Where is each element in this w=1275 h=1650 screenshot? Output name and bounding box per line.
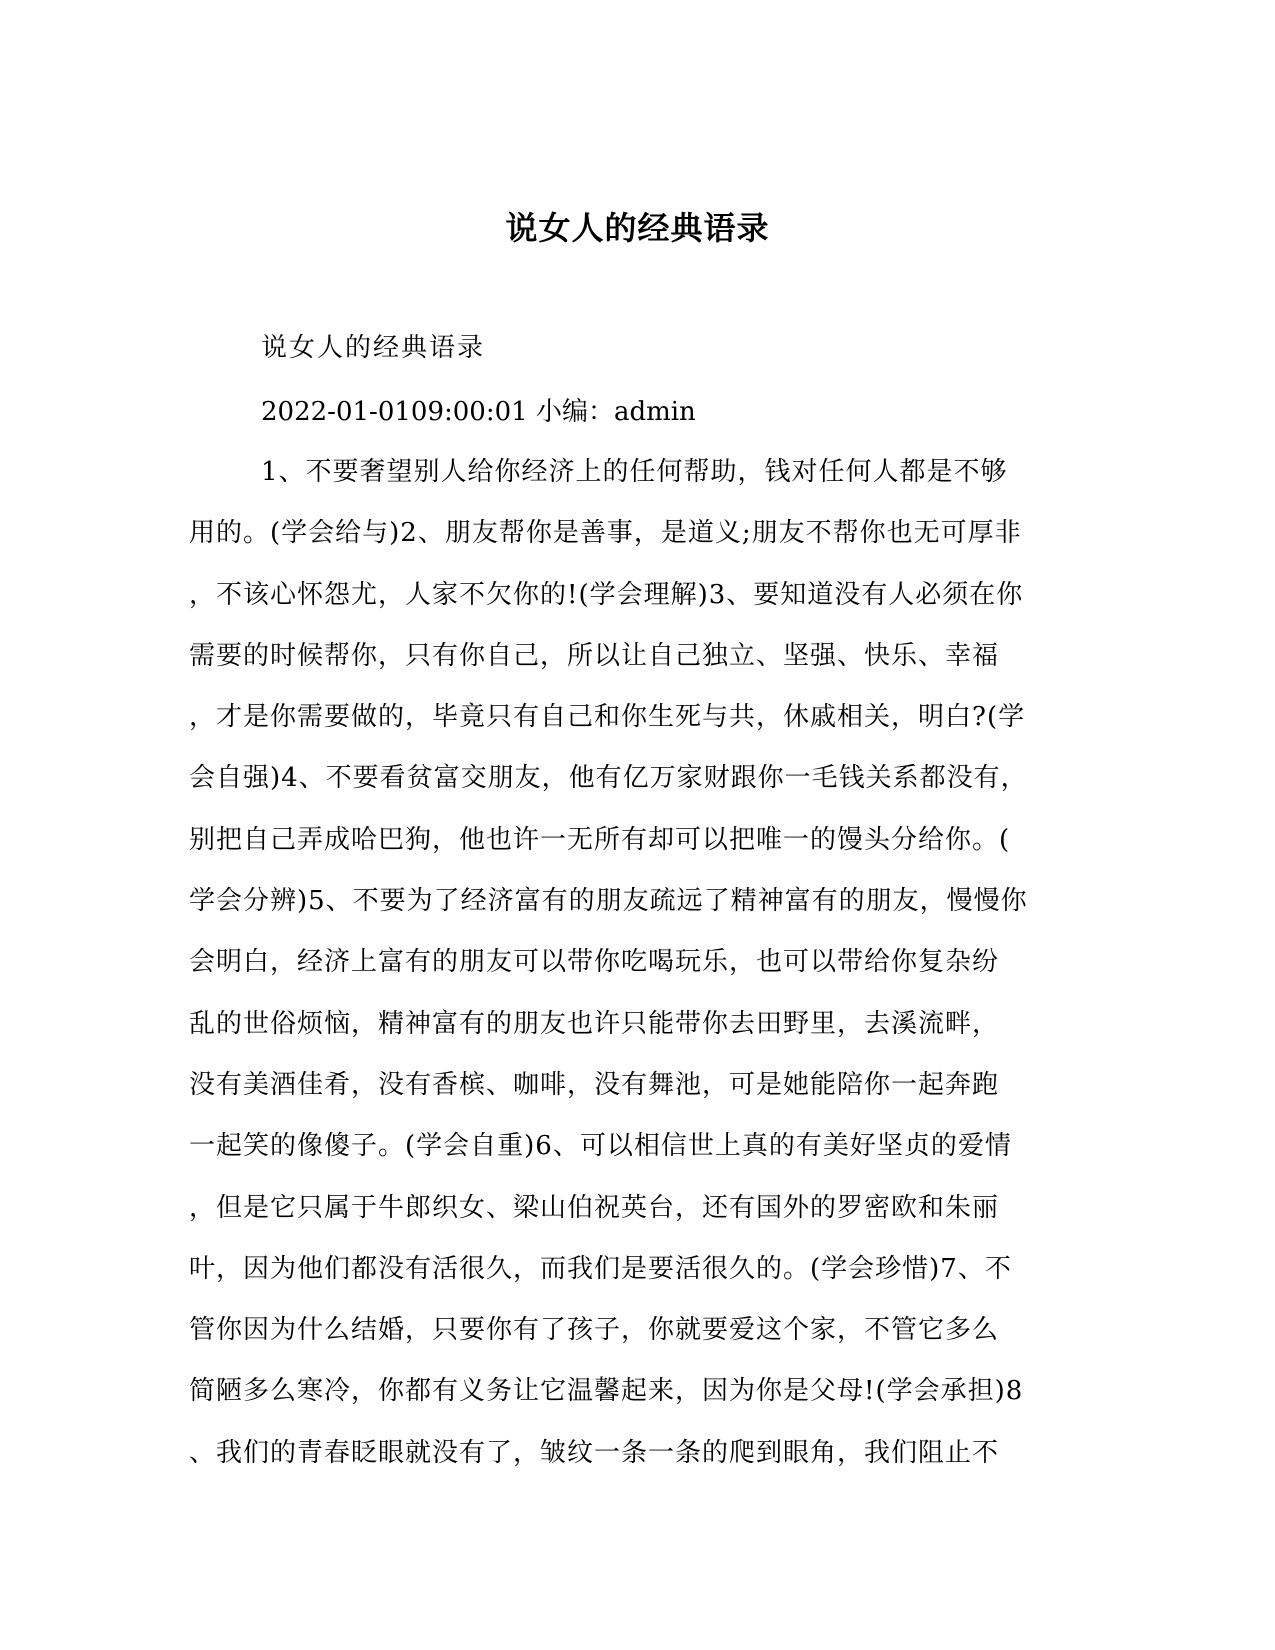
body-line: 需要的时候帮你，只有你自己，所以让自己独立、坚强、快乐、幸福 bbox=[189, 640, 1000, 671]
document-title: 说女人的经典语录 bbox=[505, 209, 770, 247]
body-line: 会明白，经济上富有的朋友可以带你吃喝玩乐，也可以带给你复杂纷 bbox=[189, 947, 1000, 978]
body-line: ，才是你需要做的，毕竟只有自己和你生死与共，休戚相关，明白?(学 bbox=[189, 702, 1026, 733]
body-line: 会自强)4、不要看贫富交朋友，他有亿万家财跟你一毛钱关系都没有， bbox=[189, 763, 1028, 794]
body-line: 学会分辨)5、不要为了经济富有的朋友疏远了精神富有的朋友，慢慢你 bbox=[189, 886, 1028, 917]
body-line: 、我们的青春眨眼就没有了，皱纹一条一条的爬到眼角，我们阻止不 bbox=[189, 1437, 1000, 1468]
body-line: ，不该心怀怨尤，人家不欠你的!(学会理解)3、要知道没有人必须在你 bbox=[189, 579, 1024, 610]
body-line: 乱的世俗烦恼，精神富有的朋友也许只能带你去田野里，去溪流畔， bbox=[189, 1008, 1000, 1039]
article-body bbox=[189, 450, 1089, 1492]
body-line: ，但是它只属于牛郎织女、梁山伯祝英台，还有国外的罗密欧和朱丽 bbox=[189, 1192, 1000, 1223]
body-line: 没有美酒佳肴，没有香槟、咖啡，没有舞池，可是她能陪你一起奔跑 bbox=[189, 1069, 1000, 1100]
body-line: 用的。(学会给与)2、朋友帮你是善事，是道义;朋友不帮你也无可厚非 bbox=[189, 518, 1022, 549]
body-line: 叶，因为他们都没有活很久，而我们是要活很久的。(学会珍惜)7、不 bbox=[189, 1253, 1012, 1284]
article-subtitle: 说女人的经典语录 bbox=[261, 333, 486, 363]
article-meta: 2022-01-0109:00:01 小编：admin bbox=[261, 397, 696, 427]
body-line: 1、不要奢望别人给你经济上的任何帮助，钱对任何人都是不够 bbox=[261, 457, 1008, 487]
body-line: 简陋多么寒冷，你都有义务让它温馨起来，因为你是父母!(学会承担)8 bbox=[189, 1376, 1024, 1407]
body-line: 管你因为什么结婚，只要你有了孩子，你就要爱这个家，不管它多么 bbox=[189, 1315, 1000, 1346]
body-line: 一起笑的像傻子。(学会自重)6、可以相信世上真的有美好坚贞的爱情 bbox=[189, 1131, 1012, 1162]
body-line: 别把自己弄成哈巴狗，他也许一无所有却可以把唯一的馒头分给你。( bbox=[189, 824, 1011, 855]
